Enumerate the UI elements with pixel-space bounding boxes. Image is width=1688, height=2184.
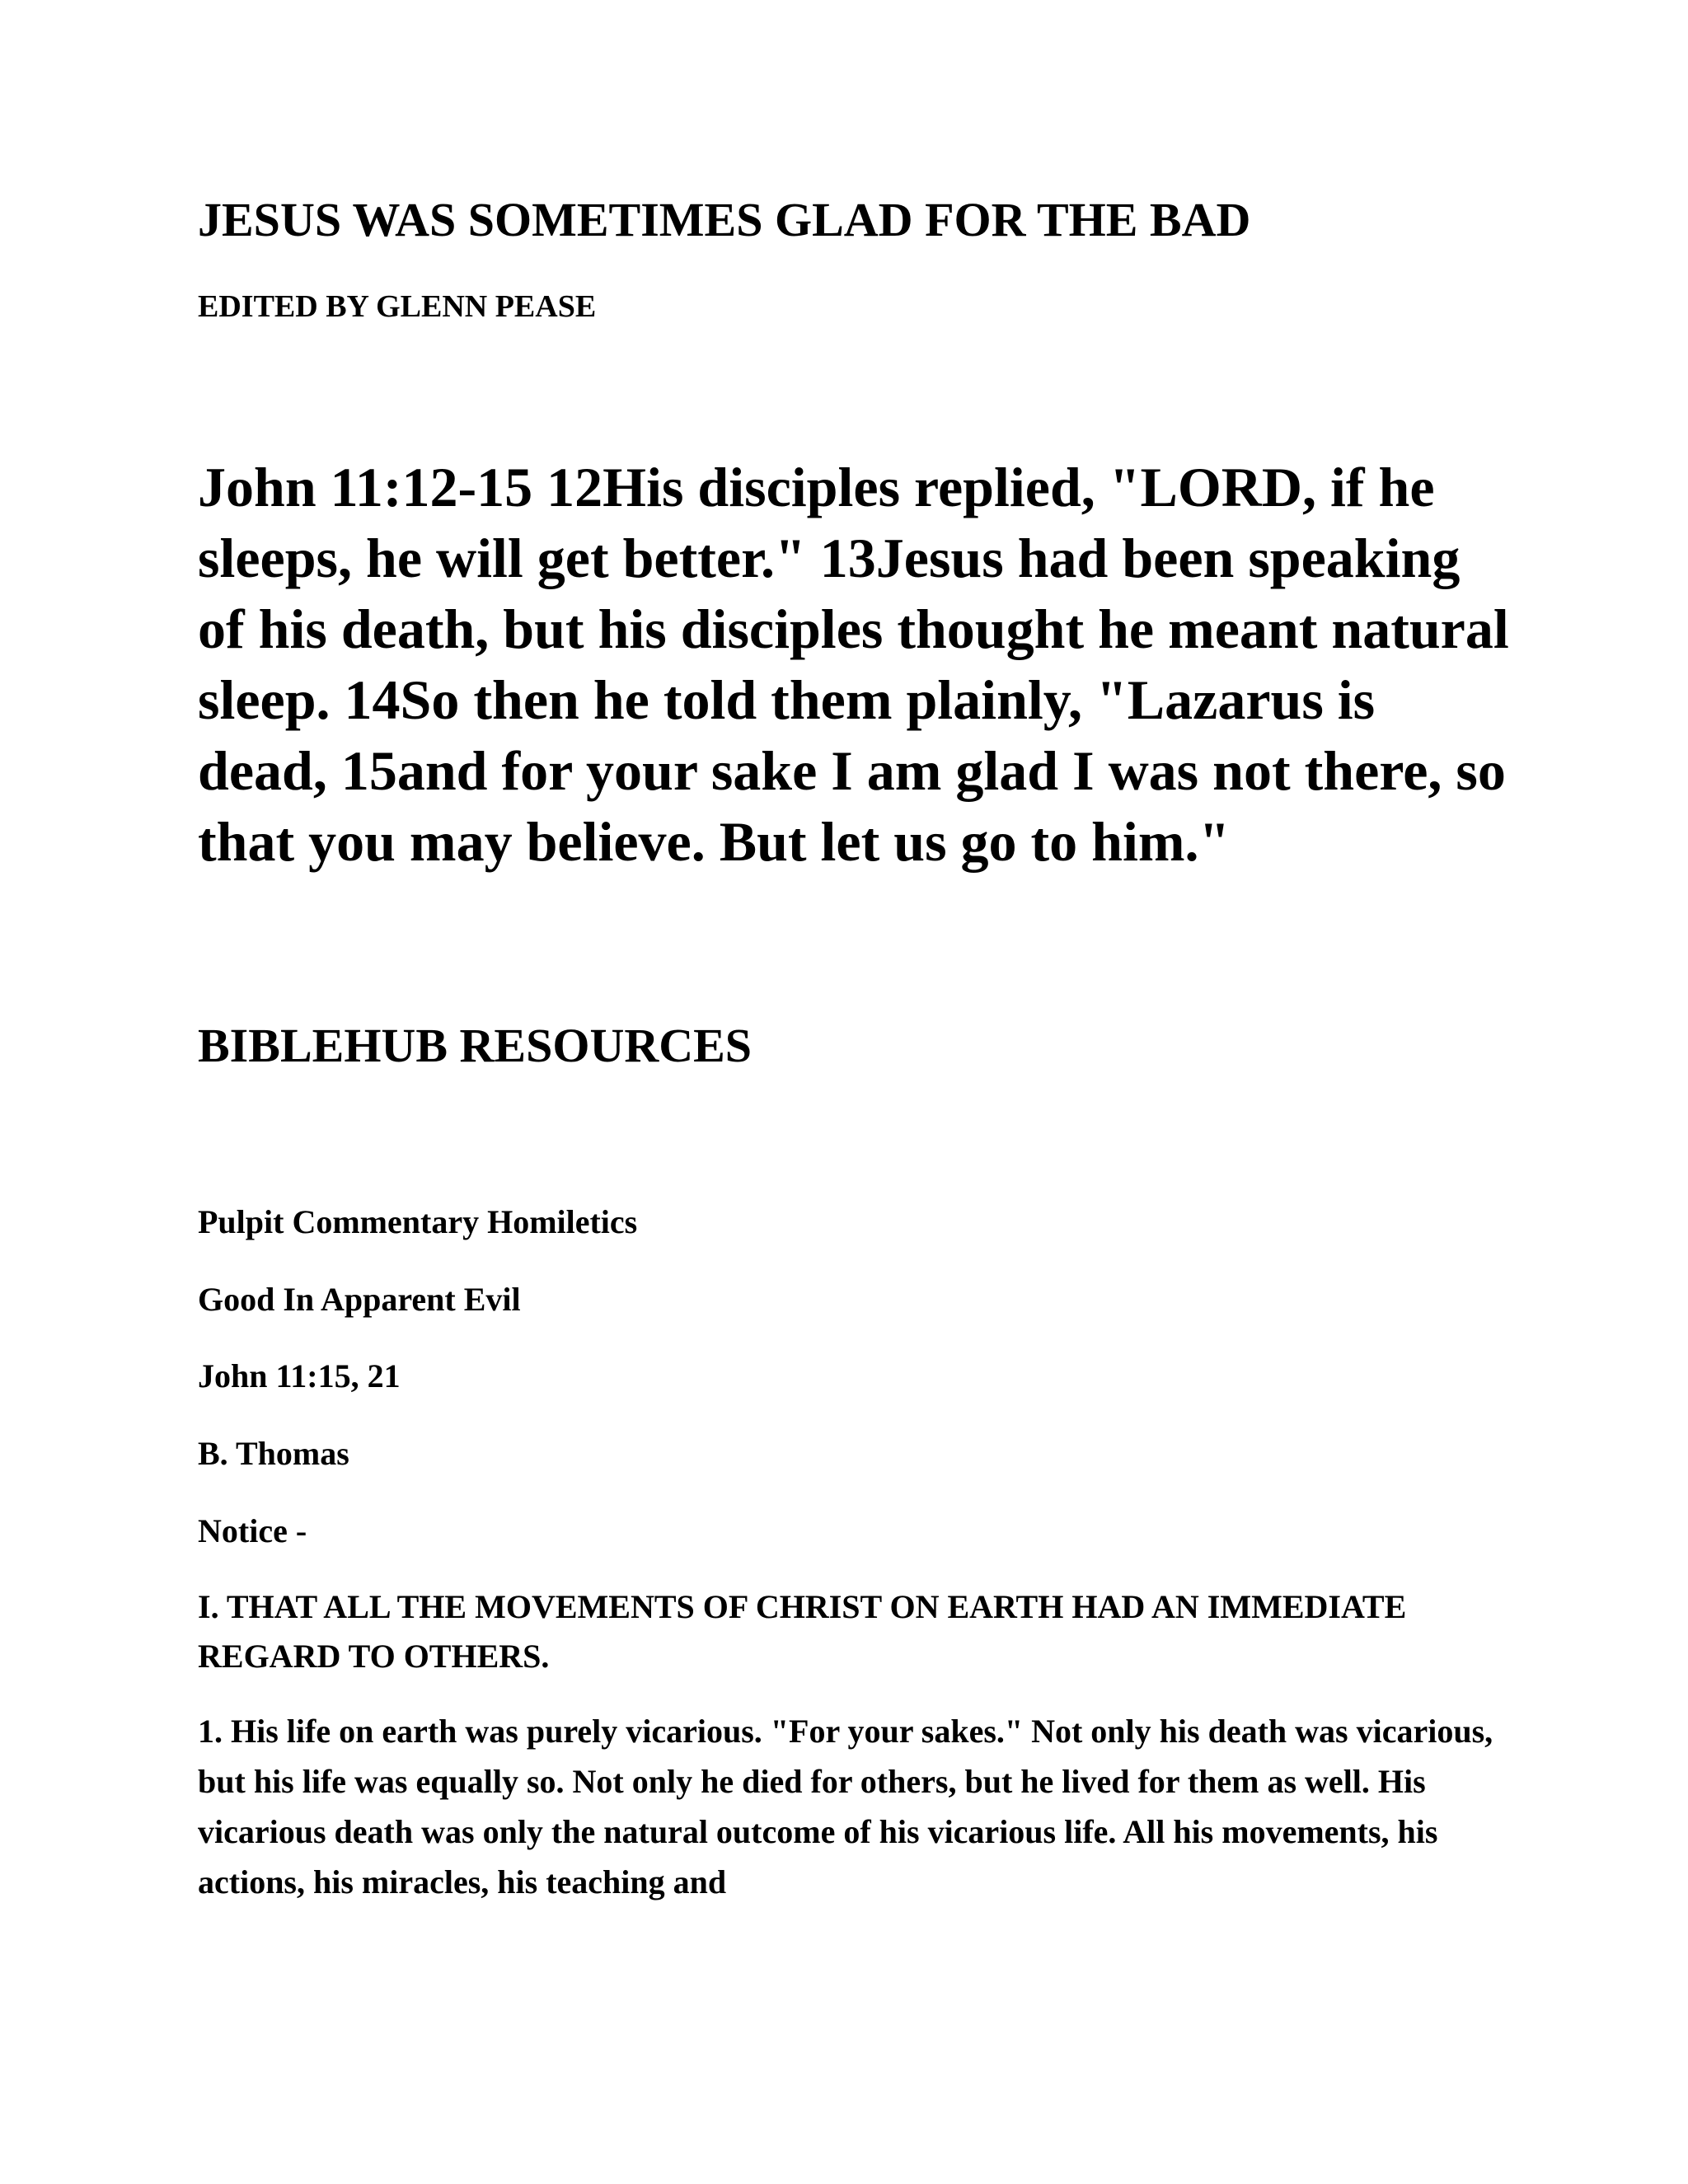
section-heading: BIBLEHUB RESOURCES: [198, 1019, 753, 1072]
document-subtitle: EDITED BY GLENN PEASE: [198, 289, 597, 324]
scripture-passage: John 11:12-15 12His disciples replied, "LORD, if he sleeps, he will get better." 13Jesus had been speaking of his death, but his disciples thought he meant natural sleep. 14So then he told them plainly, "Lazarus is dead, 15and for your sake I am glad I was not there, so that you may believe. But let us go to him.": [198, 456, 1509, 873]
scripture-reference: John 11:15, 21: [198, 1357, 401, 1394]
document-title: JESUS WAS SOMETIMES GLAD FOR THE BAD: [198, 193, 1251, 246]
source-line: Pulpit Commentary Homiletics: [198, 1203, 638, 1240]
author-line: B. Thomas: [198, 1435, 349, 1472]
sermon-title: Good In Apparent Evil: [198, 1281, 521, 1318]
notice-line: Notice -: [198, 1512, 307, 1549]
point-heading: I. THAT ALL THE MOVEMENTS OF CHRIST ON EARTH HAD AN IMMEDIATE REGARD TO OTHERS.: [198, 1588, 1407, 1675]
body-paragraph: 1. His life on earth was purely vicarious. "For your sakes." Not only his death was vicarious, but his life was equally so. Not only he died for others, but he lived for them as well. His vicarious death was only the natural outcome of his vicarious life. All his movements, his actions, his miracles, his teaching and: [198, 1713, 1493, 1900]
